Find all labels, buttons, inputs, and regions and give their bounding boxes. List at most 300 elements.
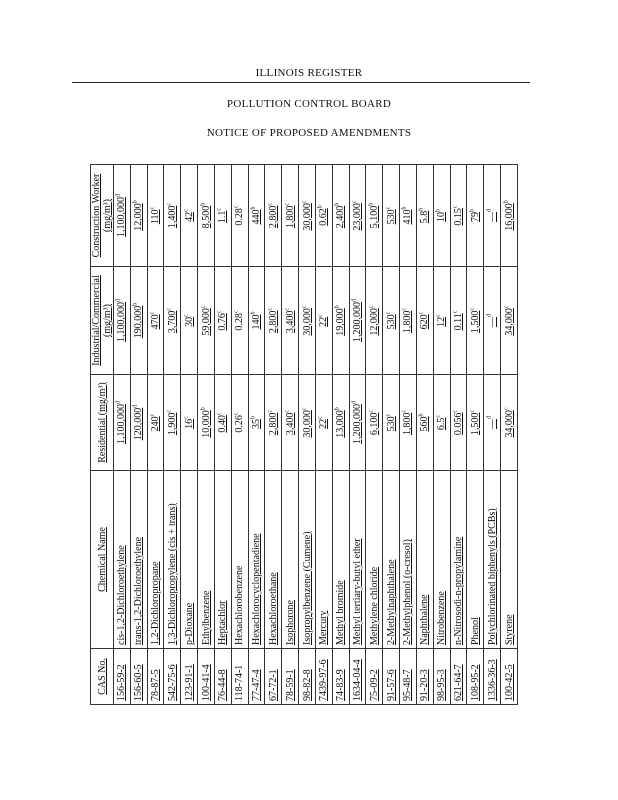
cell-chemical-value: Hexachlorobenzene: [234, 565, 246, 645]
rotated-table-container: [90, 165, 518, 705]
cell-residential-footnote: b: [250, 416, 257, 419]
cell-cas: [383, 649, 400, 705]
cell-residential-footnote: c: [149, 413, 156, 417]
cell-industrial-footnote: c: [368, 305, 375, 309]
cell-industrial: [282, 267, 299, 375]
cell-construction-value: 10: [436, 212, 448, 222]
cell-industrial-value: 30: [183, 316, 195, 327]
cell-construction-value: 5.8: [419, 210, 431, 224]
cell-chemical-value: p-Dioxane: [183, 602, 195, 645]
cell-construction-footnote: c: [183, 209, 190, 212]
cell-construction-footnote: c: [284, 202, 291, 206]
cell-residential: [484, 375, 501, 471]
cell-industrial-value: 620: [419, 314, 431, 330]
cell-industrial-footnote: c: [452, 310, 459, 314]
cell-residential: [248, 375, 265, 471]
cell-chemical: [231, 471, 248, 649]
cell-industrial-footnote: c: [402, 307, 409, 311]
cell-cas: [315, 649, 332, 705]
table-row: [231, 165, 248, 705]
cell-industrial-footnote: c: [435, 314, 442, 317]
cell-construction-footnote: b: [250, 206, 257, 210]
cell-chemical: [265, 471, 282, 649]
cell-chemical: [198, 471, 215, 649]
cell-chemical-value: Isophorone: [284, 600, 296, 645]
cell-industrial-footnote: c: [469, 307, 476, 311]
cell-chemical-value: 2-Methylnaphthalene: [385, 559, 397, 645]
table-row: [114, 165, 131, 705]
cell-industrial-value: 59,000: [200, 308, 212, 336]
cell-chemical: [214, 471, 231, 649]
cell-industrial: [450, 267, 467, 375]
cell-industrial: [231, 267, 248, 375]
cell-industrial-value: 1,200,000: [352, 302, 363, 342]
cell-construction: [248, 165, 265, 267]
cell-residential-footnote: c: [452, 409, 459, 413]
register-title: ILLINOIS REGISTER: [255, 67, 363, 79]
cell-residential-value: 1,900: [166, 412, 178, 436]
cell-industrial-value: 1,500: [469, 310, 481, 334]
cell-construction: [265, 165, 282, 267]
cell-residential: [214, 375, 231, 471]
cell-industrial-footnote: c: [217, 310, 224, 314]
cell-construction-value: 8,500: [200, 205, 212, 229]
cell-chemical: [501, 471, 518, 649]
cell-industrial-footnote: c: [301, 305, 308, 309]
cell-chemical: [282, 471, 299, 649]
cell-residential-footnote: c: [233, 412, 240, 416]
cell-industrial: [214, 267, 231, 375]
cell-industrial: [349, 267, 366, 375]
cell-residential: [130, 375, 147, 471]
cell-construction: [484, 165, 501, 267]
cell-construction-footnote: b: [418, 207, 425, 211]
cell-industrial-footnote: c: [233, 310, 240, 314]
table-row: [282, 165, 299, 705]
cell-construction-footnote: b: [334, 202, 341, 206]
cell-chemical: [349, 471, 366, 649]
cell-cas-value: 542-75-6: [166, 664, 178, 701]
cell-construction-value: 79: [469, 212, 481, 222]
cell-construction-value: 2,400: [335, 205, 347, 229]
cell-cas: [332, 649, 349, 705]
table-row: [181, 165, 198, 705]
cell-residential-value: 1,500: [469, 412, 481, 436]
table-row: [164, 165, 181, 705]
cell-construction: [315, 165, 332, 267]
cell-residential: [299, 375, 316, 471]
table-header-row: [91, 165, 114, 705]
table-row: [383, 165, 400, 705]
table-row: [349, 165, 366, 705]
cell-cas-value: 78-87-5: [150, 669, 162, 701]
cell-cas-value: 77-47-4: [251, 669, 263, 701]
cell-chemical-value: 1,2-Dichloropropane: [150, 561, 162, 645]
cell-residential: [181, 375, 198, 471]
cell-residential: [147, 375, 164, 471]
notice-title: NOTICE OF PROPOSED AMENDMENTS: [206, 127, 412, 139]
cell-cas: [265, 649, 282, 705]
cell-construction: [349, 165, 366, 267]
cell-chemical-value: trans-1,2-Dichloroethylene: [133, 536, 145, 645]
cell-chemical: [450, 471, 467, 649]
cell-cas: [501, 649, 518, 705]
cell-cas: [164, 649, 181, 705]
cell-chemical: [114, 471, 131, 649]
table-row: [467, 165, 484, 705]
cell-industrial: [467, 267, 484, 375]
cell-chemical: [147, 471, 164, 649]
cell-chemical: [130, 471, 147, 649]
cell-industrial: [265, 267, 282, 375]
cell-construction-footnote: c: [452, 205, 459, 209]
cell-industrial-value: 0.11: [452, 313, 464, 331]
cell-residential-footnote: b: [200, 407, 207, 411]
cell-construction-value: 23,000: [352, 203, 363, 231]
cell-cas-value: 95-48-7: [402, 669, 414, 701]
cell-residential: [231, 375, 248, 471]
cell-cas-value: 91-20-3: [419, 669, 431, 701]
cell-industrial-value: 1,100,000: [116, 302, 128, 342]
cell-cas: [467, 649, 484, 705]
cell-cas-value: 75-09-2: [368, 669, 380, 701]
cell-cas-value: 91-57-6: [385, 669, 397, 701]
cell-construction-footnote: c: [267, 202, 274, 206]
cell-construction-value: 1.1: [217, 210, 229, 224]
cell-industrial-footnote: b: [132, 302, 139, 306]
cell-residential-value: 1,800: [402, 412, 414, 436]
cell-construction: [332, 165, 349, 267]
cell-residential: [450, 375, 467, 471]
cell-industrial: [248, 267, 265, 375]
cell-construction: [231, 165, 248, 267]
cell-cas-value: 76-44-8: [217, 669, 229, 701]
cell-industrial-value: 0.28: [234, 313, 246, 331]
cell-industrial: [147, 267, 164, 375]
cell-chemical: [299, 471, 316, 649]
cell-residential-footnote: c: [368, 409, 375, 413]
cell-chemical: [383, 471, 400, 649]
cell-chemical-value: Styrene: [503, 614, 515, 645]
cell-industrial-value: 34,000: [503, 308, 515, 336]
cell-industrial-value: 12,000: [368, 308, 380, 336]
cell-residential-footnote: c: [166, 409, 173, 413]
cell-industrial: [198, 267, 215, 375]
cell-cas: [231, 649, 248, 705]
cell-chemical-value: Hexachloroethane: [267, 572, 279, 645]
cell-industrial-footnote: d: [116, 299, 123, 302]
cell-construction-footnote: c: [233, 205, 240, 209]
cell-construction-value: 16,000: [503, 203, 515, 231]
cell-construction-footnote: c: [149, 206, 156, 210]
cell-construction-footnote: c: [301, 200, 308, 204]
cell-residential: [164, 375, 181, 471]
cell-chemical-value: Mercury: [318, 610, 330, 645]
cell-construction-value: 110: [150, 209, 162, 225]
cell-construction-value: 30,000: [301, 203, 313, 231]
cell-residential: [416, 375, 433, 471]
cell-industrial-value: 3,400: [284, 310, 296, 334]
table-body: [114, 165, 518, 705]
cell-cas: [114, 649, 131, 705]
cell-industrial-footnote: c: [418, 311, 425, 315]
table-row: [501, 165, 518, 705]
cell-industrial-footnote: c: [318, 314, 325, 317]
table-row: [332, 165, 349, 705]
cell-construction-value: 410: [402, 209, 414, 225]
cell-industrial-footnote: d: [486, 314, 493, 317]
cell-residential-footnote: c: [217, 412, 224, 416]
cell-construction-footnote: b: [368, 202, 375, 206]
col-header-industrial: Industrial/Commercial (mg/m³): [91, 267, 114, 375]
cell-cas-value: 98-82-8: [301, 669, 313, 701]
col-header-construction: Construction Worker (mg/m³): [91, 165, 114, 267]
cell-residential: [501, 375, 518, 471]
cell-residential-value: —: [486, 419, 498, 429]
cell-residential-value: 0.40: [217, 415, 229, 433]
cell-cas-value: 156-60-5: [133, 664, 145, 701]
cell-cas: [433, 649, 450, 705]
cell-cas-value: 156-59-2: [116, 664, 128, 701]
cell-industrial-footnote: c: [503, 305, 510, 309]
cell-residential-footnote: c: [301, 407, 308, 411]
cell-cas-value: 98-95-3: [436, 669, 448, 701]
cell-industrial-value: 22: [318, 316, 330, 327]
cell-industrial: [130, 267, 147, 375]
cell-cas-value: 108-95-2: [469, 664, 481, 701]
cell-cas: [366, 649, 383, 705]
cell-industrial: [400, 267, 417, 375]
cell-construction: [400, 165, 417, 267]
board-title: POLLUTION CONTROL BOARD: [226, 98, 392, 110]
cell-construction-footnote: b: [469, 209, 476, 212]
cell-construction-value: —: [486, 212, 498, 222]
cell-chemical: [315, 471, 332, 649]
remediation-objectives-table: [90, 164, 518, 705]
cell-residential-value: 2,800: [267, 412, 279, 436]
cell-construction-value: 530: [385, 209, 397, 225]
cell-residential-value: 6,100: [368, 412, 380, 436]
table-row: [484, 165, 501, 705]
cell-industrial: [114, 267, 131, 375]
table-row: [400, 165, 417, 705]
cell-residential-footnote: c: [183, 416, 190, 419]
cell-chemical-value: n-Nitrosodi-n-propylamine: [452, 536, 464, 645]
cell-chemical-value: Methylene chloride: [368, 566, 380, 645]
cell-construction-footnote: d: [116, 194, 123, 197]
cell-construction-value: 0.15: [452, 208, 464, 226]
cell-construction-footnote: b: [402, 206, 409, 210]
cell-chemical-value: Naphthalene: [419, 594, 431, 645]
table-row: [450, 165, 467, 705]
cell-construction: [214, 165, 231, 267]
cell-cas: [450, 649, 467, 705]
cell-residential-footnote: d: [486, 416, 493, 419]
cell-construction-value: 1,400: [166, 205, 178, 229]
cell-industrial-value: 530: [385, 314, 397, 330]
cell-cas-value: 100-41-4: [200, 664, 212, 701]
cell-residential: [114, 375, 131, 471]
cell-cas: [299, 649, 316, 705]
table-row: [214, 165, 231, 705]
cell-cas-value: 100-42-5: [503, 664, 515, 701]
cell-residential: [265, 375, 282, 471]
cell-residential: [282, 375, 299, 471]
col-header-residential: Residential (mg/m³): [91, 375, 114, 471]
cell-industrial: [416, 267, 433, 375]
cell-construction-footnote: b: [503, 200, 510, 204]
cell-construction: [383, 165, 400, 267]
cell-construction: [164, 165, 181, 267]
cell-cas-value: 67-72-1: [267, 669, 279, 701]
cell-residential-footnote: c: [435, 414, 442, 418]
cell-cas: [147, 649, 164, 705]
cell-construction-footnote: c: [385, 206, 392, 210]
cell-cas-value: 123-91-1: [183, 664, 195, 701]
table-row: [366, 165, 383, 705]
cell-residential-value: 530: [385, 416, 397, 432]
cell-construction-value: 2,800: [267, 205, 279, 229]
cell-construction-footnote: b: [318, 205, 325, 209]
cell-construction: [416, 165, 433, 267]
cell-construction-footnote: b: [435, 209, 442, 212]
table-row: [198, 165, 215, 705]
cell-construction-value: 5,100: [368, 205, 380, 229]
cell-construction: [501, 165, 518, 267]
cell-construction-value: 440: [251, 209, 263, 225]
cell-construction-value: 0.28: [234, 208, 246, 226]
cell-industrial: [501, 267, 518, 375]
table-row: [130, 165, 147, 705]
cell-construction: [282, 165, 299, 267]
cell-industrial: [383, 267, 400, 375]
table-row: [433, 165, 450, 705]
cell-construction-footnote: c: [217, 207, 224, 211]
cell-residential-footnote: c: [267, 409, 274, 413]
cell-industrial: [332, 267, 349, 375]
cell-industrial-value: —: [486, 317, 498, 327]
table-row: [265, 165, 282, 705]
cell-residential-footnote: c: [402, 409, 409, 413]
cell-industrial-value: 0.76: [217, 313, 229, 331]
cell-cas-value: 1336-36-3: [486, 659, 498, 701]
cell-chemical: [433, 471, 450, 649]
cell-chemical-value: cis-1,2-Dichloroethylene: [116, 545, 128, 645]
cell-cas: [248, 649, 265, 705]
cell-industrial-value: 3,700: [166, 310, 178, 334]
cell-residential-value: 1,100,000: [116, 404, 128, 444]
cell-construction-footnote: c: [166, 202, 173, 206]
cell-construction: [114, 165, 131, 267]
cell-residential-value: 6.5: [436, 417, 448, 431]
cell-construction: [366, 165, 383, 267]
cell-construction: [181, 165, 198, 267]
cell-construction: [130, 165, 147, 267]
cell-cas: [416, 649, 433, 705]
cell-residential-value: 22: [318, 418, 330, 429]
cell-construction-footnote: c: [351, 200, 358, 204]
cell-residential-footnote: c: [469, 409, 476, 413]
cell-residential-footnote: b: [334, 407, 341, 411]
cell-industrial: [433, 267, 450, 375]
cell-residential-value: 35: [251, 419, 263, 429]
cell-construction-value: 1,100,000: [116, 197, 128, 237]
cell-cas: [198, 649, 215, 705]
cell-residential: [400, 375, 417, 471]
cell-cas: [214, 649, 231, 705]
cell-industrial-footnote: c: [166, 307, 173, 311]
cell-industrial-value: 30,000: [301, 308, 313, 336]
cell-residential: [366, 375, 383, 471]
cell-residential: [383, 375, 400, 471]
cell-cas-value: 74-83-9: [335, 669, 347, 701]
cell-chemical-value: Phenol: [469, 617, 481, 645]
cell-construction-value: 12,000: [133, 203, 145, 231]
cell-cas-value: 7439-97-6: [318, 659, 330, 701]
table-row: [315, 165, 332, 705]
cell-chemical: [366, 471, 383, 649]
cell-chemical-value: Heptachlor: [217, 600, 229, 645]
cell-cas: [484, 649, 501, 705]
cell-construction: [147, 165, 164, 267]
cell-cas: [400, 649, 417, 705]
cell-chemical-value: 1,3-Dichloropropylene (cis + trans): [166, 503, 178, 645]
table-row: [416, 165, 433, 705]
cell-chemical-value: Ethylbenzene: [200, 590, 212, 645]
cell-industrial-footnote: c: [267, 307, 274, 311]
cell-residential-value: 0.26: [234, 415, 246, 433]
cell-construction: [450, 165, 467, 267]
cell-industrial: [484, 267, 501, 375]
cell-residential-footnote: d: [132, 404, 139, 408]
cell-industrial-footnote: d: [351, 299, 358, 302]
cell-industrial-value: 190,000: [133, 305, 145, 339]
cell-residential-value: 0.056: [452, 412, 464, 436]
cell-industrial-value: 12: [436, 316, 448, 327]
cell-chemical: [400, 471, 417, 649]
cell-industrial: [164, 267, 181, 375]
cell-residential-footnote: c: [385, 413, 392, 417]
cell-residential-value: 1,200,000: [352, 404, 363, 444]
col-header-cas: CAS No.: [91, 649, 114, 705]
cell-industrial-footnote: c: [183, 314, 190, 317]
cell-chemical: [164, 471, 181, 649]
cell-chemical: [248, 471, 265, 649]
cell-industrial-value: 19,000: [335, 308, 347, 336]
cell-residential-value: 3,400: [284, 412, 296, 436]
cell-construction-footnote: b: [200, 202, 207, 206]
table-row: [299, 165, 316, 705]
table-row: [147, 165, 164, 705]
cell-chemical: [467, 471, 484, 649]
cell-residential-value: 560: [419, 416, 431, 432]
cell-construction: [299, 165, 316, 267]
cell-cas-value: 78-59-1: [284, 669, 296, 701]
header-rule: [72, 82, 530, 83]
table-row: [248, 165, 265, 705]
col-header-chemical: Chemical Name: [91, 471, 114, 649]
cell-residential: [332, 375, 349, 471]
cell-chemical-value: 2-Methylphenol (o-cresol): [402, 539, 414, 645]
cell-cas: [130, 649, 147, 705]
cell-chemical-value: Polychlorinated biphenyls (PCBs): [486, 508, 498, 645]
cell-residential: [467, 375, 484, 471]
cell-industrial: [181, 267, 198, 375]
cell-construction: [433, 165, 450, 267]
cell-construction-value: 1,800: [284, 205, 296, 229]
cell-construction-value: 42: [183, 211, 195, 222]
cell-residential-footnote: c: [284, 409, 291, 413]
